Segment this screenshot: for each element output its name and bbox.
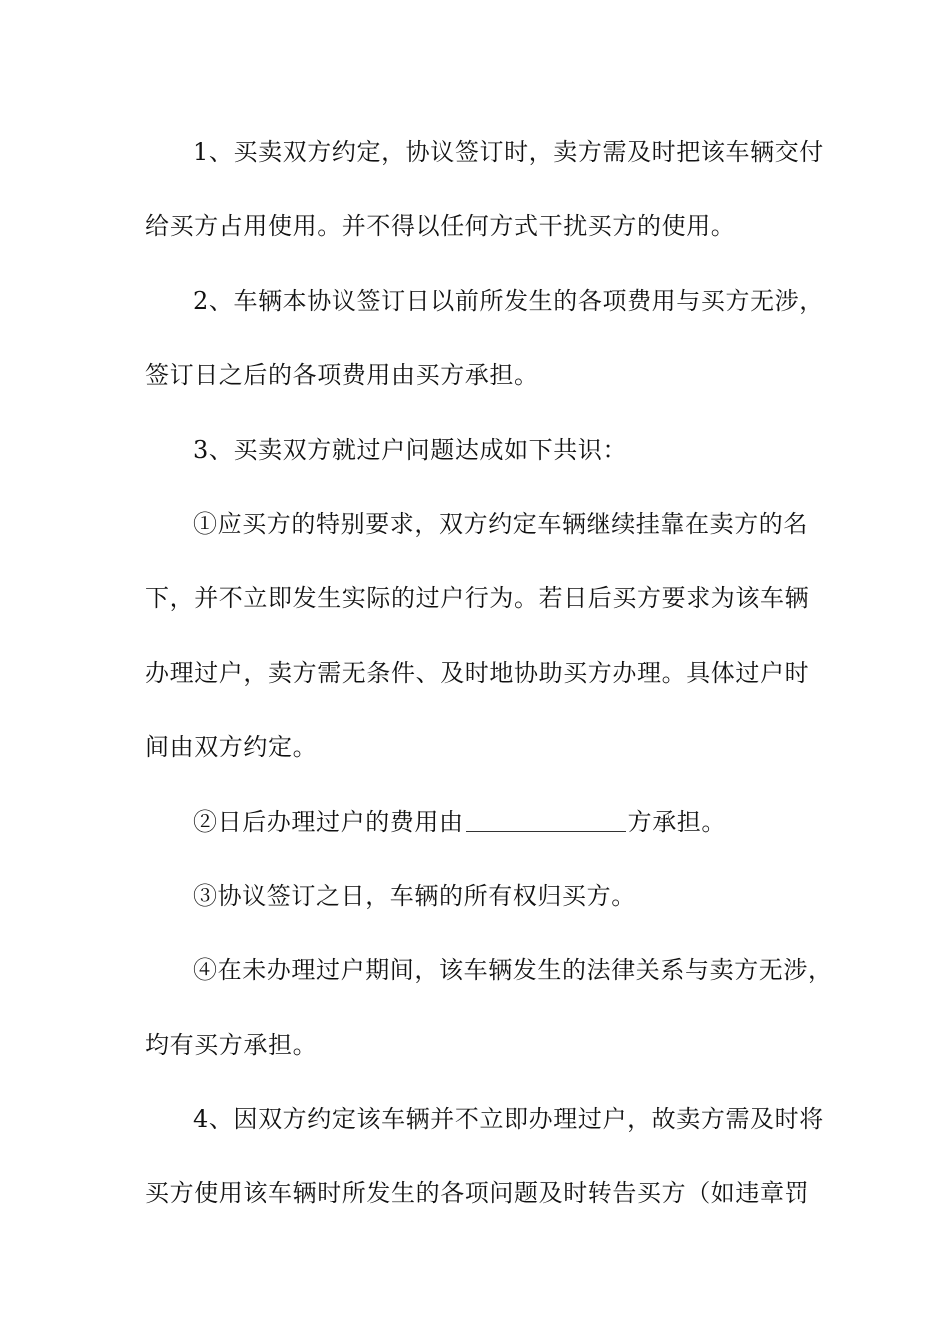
text-line: 4、因双方约定该车辆并不立即办理过户，故卖方需及时将	[193, 1105, 824, 1134]
clause-3-item-1	[145, 487, 825, 785]
clause-4	[145, 1082, 825, 1231]
fill-in-prefix: ②日后办理过户的费用由	[193, 807, 464, 836]
text-line: ③协议签订之日，车辆的所有权归买方。	[193, 881, 636, 910]
text-line: 签订日之后的各项费用由买方承担。	[145, 361, 539, 390]
text-line: 给买方占用使用。并不得以任何方式干扰买方的使用。	[145, 212, 736, 241]
text-line: ④在未办理过户期间，该车辆发生的法律关系与卖方无涉，	[193, 956, 833, 985]
clause-3	[145, 413, 825, 487]
clause-3-item-3	[145, 859, 825, 933]
text-line: 办理过户，卖方需无条件、及时地协助买方办理。具体过户时	[145, 658, 810, 687]
text-line: 1、买卖双方约定，协议签订时，卖方需及时把该车辆交付	[193, 138, 824, 166]
text-line: ①应买方的特别要求，双方约定车辆继续挂靠在卖方的名	[193, 509, 808, 538]
text-line: 均有买方承担。	[145, 1030, 318, 1059]
text-line: 买方使用该车辆时所发生的各项问题及时转告买方（如违章罚	[145, 1179, 810, 1208]
text-line: 下，并不立即发生实际的过户行为。若日后买方要求为该车辆	[145, 584, 810, 613]
text-line: 间由双方约定。	[145, 733, 318, 762]
text-line	[145, 785, 825, 859]
fill-in-suffix: 方承担。	[627, 807, 727, 836]
fill-in-blank	[466, 811, 626, 832]
text-line: 2、车辆本协议签订日以前所发生的各项费用与买方无涉，	[193, 286, 824, 315]
clause-3-item-4	[145, 933, 833, 1082]
clause-3-item-2	[145, 785, 825, 859]
text-line: 3、买卖双方就过户问题达成如下共识：	[193, 435, 628, 464]
clause-2	[145, 264, 825, 413]
document-body	[145, 115, 833, 1231]
clause-1	[145, 115, 825, 264]
